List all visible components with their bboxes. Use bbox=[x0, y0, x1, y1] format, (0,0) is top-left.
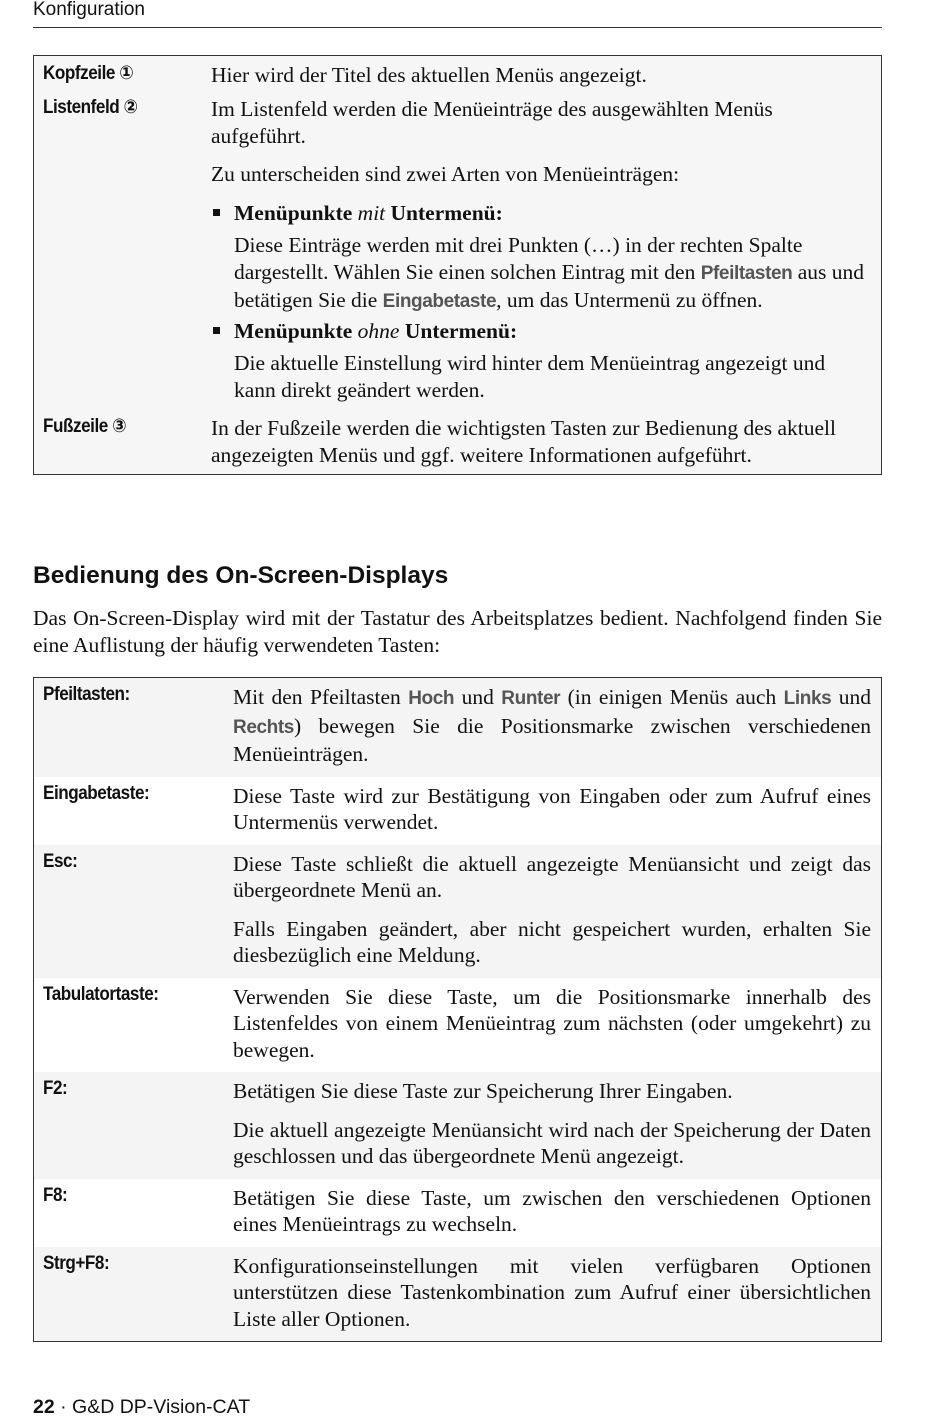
key-runter: Runter bbox=[501, 688, 561, 709]
key-rechts: Rechts bbox=[233, 716, 294, 738]
document-title: G&D DP-Vision-CAT bbox=[72, 1396, 251, 1418]
term-tabulatortaste: Tabulatortaste: bbox=[43, 983, 159, 1005]
term-fusszeile: Fußzeile ③ bbox=[43, 416, 127, 437]
row-f2 bbox=[34, 1072, 881, 1179]
row-listenfeld bbox=[34, 90, 881, 409]
desc-esc: Diese Taste schließt die aktuell angezeigte Menüansicht und zeigt das übergeordnete Menü an. Falls Eingaben geändert, aber nicht gespeichert wurden, erhalten Sie diesbezüglich eine Meldung. bbox=[233, 851, 871, 967]
term-kopfzeile: Kopfzeile ① bbox=[43, 63, 134, 84]
term-eingabetaste: Eingabetaste: bbox=[43, 782, 150, 804]
screen-areas-table bbox=[33, 55, 882, 475]
bullet-icon bbox=[213, 209, 220, 216]
desc-f2: Betätigen Sie diese Taste zur Speicherung Ihrer Eingaben. Die aktuell angezeigte Menüansicht wird nach der Speicherung der Daten geschlossen und das übergeordnete Menü angezeigt. bbox=[233, 1079, 871, 1168]
row-tabulatortaste bbox=[34, 978, 881, 1073]
row-eingabetaste bbox=[34, 777, 881, 845]
term-strg-f8: Strg+F8: bbox=[43, 1252, 110, 1274]
desc-pfeiltasten: Mit den Pfeiltasten Hoch und Runter (in einigen Menüs auch Links und Rechts) bewegen Sie die Positionsmarke zwischen verschiedenen Menüeinträgen. bbox=[233, 685, 871, 766]
listenfeld-p1: Im Listenfeld werden die Menüeinträge des ausgewählten Menüs aufgeführt. bbox=[211, 97, 773, 148]
footer-separator: · bbox=[54, 1396, 73, 1418]
key-pfeiltasten: Pfeiltasten bbox=[700, 262, 793, 284]
term-listenfeld: Listenfeld ② bbox=[43, 97, 138, 118]
desc-fusszeile: In der Fußzeile werden die wichtigsten Tasten zur Bedienung des aktuell angezeigten Menüs und ggf. weitere Informationen aufgeführt. bbox=[211, 416, 836, 467]
listenfeld-p2: Zu unterscheiden sind zwei Arten von Menüeinträgen: bbox=[211, 162, 680, 186]
term-esc: Esc: bbox=[43, 850, 78, 872]
row-pfeiltasten bbox=[34, 678, 881, 777]
list-item: Menüpunkte ohne Untermenü: Die aktuelle Einstellung wird hinter dem Menüeintrag angezeigt und kann direkt geändert werden. bbox=[211, 318, 871, 404]
row-esc bbox=[34, 845, 881, 978]
row-kopfzeile bbox=[34, 56, 881, 90]
term-pfeiltasten: Pfeiltasten: bbox=[43, 684, 130, 705]
page-footer bbox=[33, 1396, 250, 1419]
section-intro: Das On-Screen-Display wird mit der Tastatur des Arbeitsplatzes bedient. Nachfolgend finden Sie eine Auflistung der häufig verwendeten Tasten: bbox=[33, 606, 882, 657]
desc-strg-f8: Konfigurationseinstellungen mit vielen verfügbaren Optionen unterstützen diese Tastenkombination zum Aufruf einer übersichtlichen Liste aller Optionen. bbox=[233, 1253, 871, 1331]
term-f2: F2: bbox=[43, 1078, 68, 1099]
list-item: Menüpunkte mit Untermenü: Diese Einträge werden mit drei Punkten (…) in der rechten Spalte dargestellt. Wählen Sie einen solchen Eintrag mit den Pfeiltasten aus und betätigen Sie die Eingabetaste, um das Untermenü zu öffnen. bbox=[211, 200, 871, 316]
desc-kopfzeile: Hier wird der Titel des aktuellen Menüs angezeigt. bbox=[211, 63, 647, 87]
row-fusszeile bbox=[34, 409, 881, 474]
desc-tabulatortaste: Verwenden Sie diese Taste, um die Positionsmarke innerhalb des Listenfeldes von einem Menüeintrag zum nächsten (oder umgekehrt) zu bewegen. bbox=[233, 984, 871, 1062]
header-title: Konfiguration bbox=[33, 0, 145, 20]
desc-f8: Betätigen Sie diese Taste, um zwischen den verschiedenen Optionen eines Menüeintrags zu wechseln. bbox=[233, 1185, 871, 1236]
running-header bbox=[33, 0, 882, 28]
keys-table bbox=[33, 677, 882, 1342]
desc-listenfeld bbox=[211, 96, 881, 405]
menu-entry-types-list bbox=[211, 200, 871, 404]
bullet-icon bbox=[213, 327, 220, 334]
row-f8 bbox=[34, 1179, 881, 1247]
row-strg-f8 bbox=[34, 1247, 881, 1342]
term-f8: F8: bbox=[43, 1184, 68, 1206]
key-links: Links bbox=[783, 688, 832, 709]
key-eingabetaste: Eingabetaste bbox=[382, 291, 497, 312]
section-heading: Bedienung des On-Screen-Displays bbox=[33, 562, 449, 589]
desc-eingabetaste: Diese Taste wird zur Bestätigung von Eingaben oder zum Aufruf eines Untermenüs verwendet. bbox=[233, 783, 871, 834]
page-number: 22 bbox=[33, 1396, 55, 1418]
key-hoch: Hoch bbox=[408, 688, 455, 709]
